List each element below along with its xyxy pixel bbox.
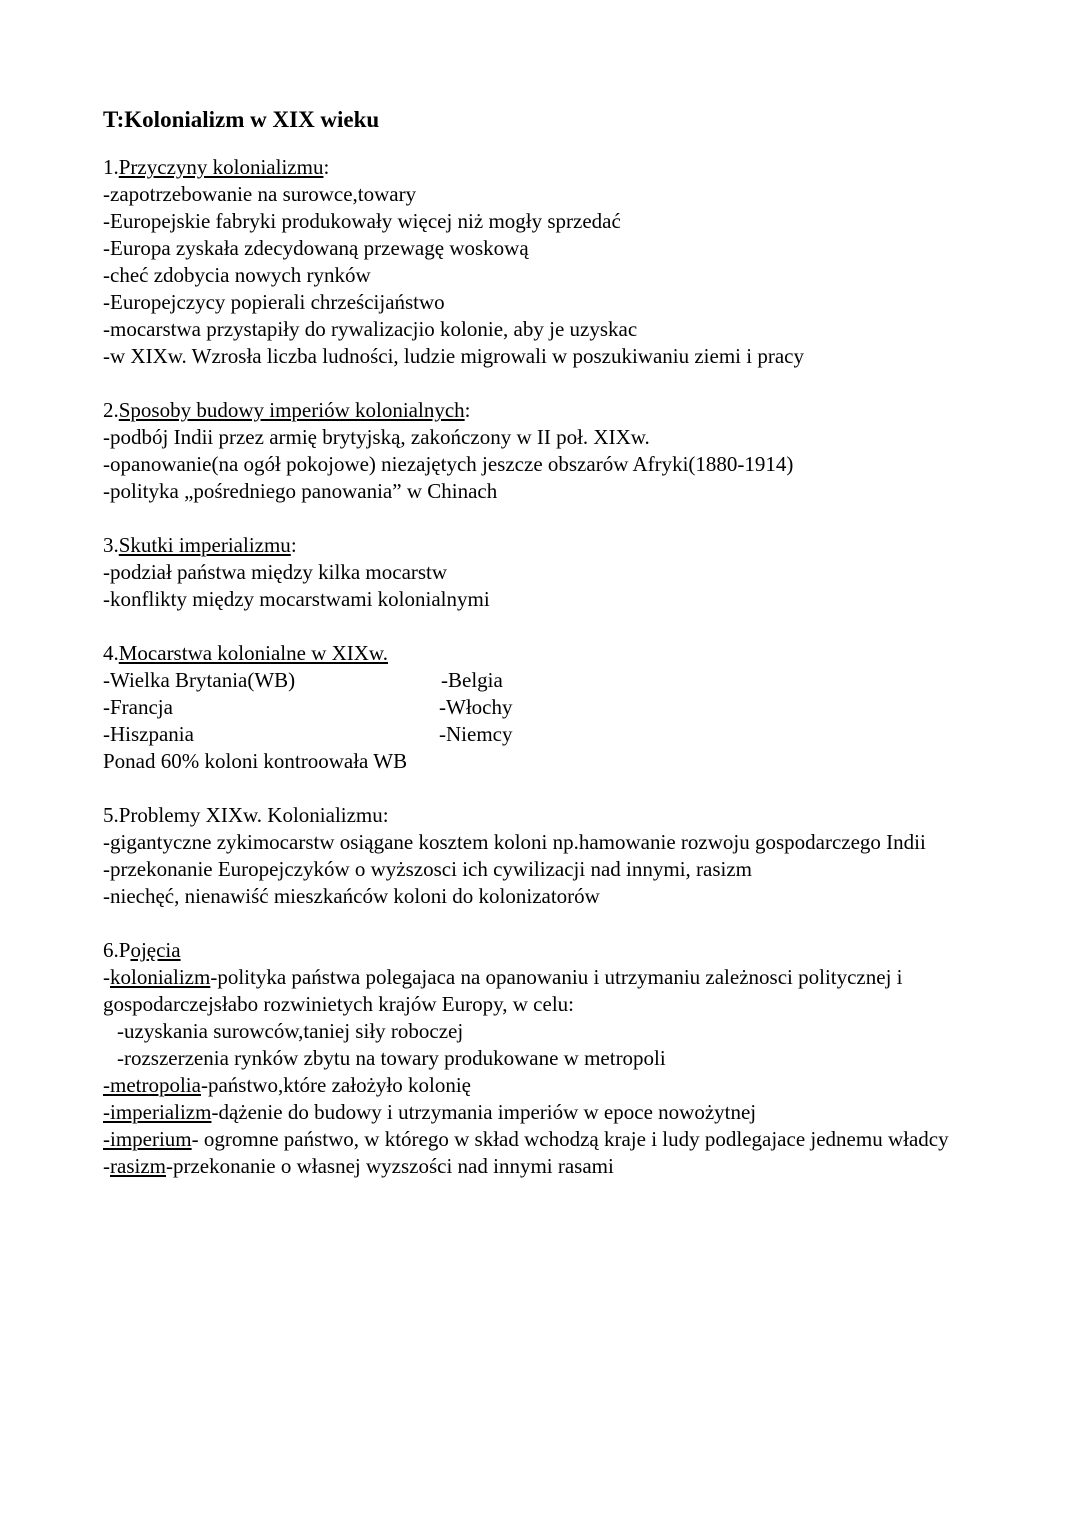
heading-colon: : — [464, 398, 471, 422]
term-definition: -polityka państwa polegajaca na opanowaniu i utrzymaniu zależnosci politycznej i gospodarczejsłabo rozwinietych krajów Europy, w celu: — [103, 965, 903, 1016]
term-imperializm — [103, 1099, 1003, 1126]
power-right: -Belgia — [441, 668, 503, 692]
section-number: 2. — [103, 398, 119, 422]
sub-item: -uzyskania surowców,taniej siły roboczej — [117, 1019, 464, 1043]
document-page — [103, 105, 1003, 1207]
list-item: -zapotrzebowanie na surowce,towary — [103, 182, 417, 206]
section-heading — [103, 397, 1003, 424]
section-heading — [103, 640, 1003, 667]
section-heading — [103, 532, 1003, 559]
section-number: 4. — [103, 641, 119, 665]
powers-row — [103, 721, 1003, 748]
section-heading-text: Przyczyny kolonializmu — [118, 155, 324, 179]
term-name: -imperium — [103, 1127, 192, 1151]
list-item: -cheć zdobycia nowych rynków — [103, 263, 371, 287]
list-item: -Europejczycy popierali chrześcijaństwo — [103, 290, 445, 314]
list-item: -mocarstwa przystapiły do rywalizacjio kolonie, aby je uzyskac — [103, 317, 638, 341]
term-definition: -państwo,które założyło kolonię — [200, 1073, 471, 1097]
document-title: T:Kolonializm w XIX wieku — [103, 107, 380, 132]
power-left: -Francja — [103, 695, 173, 719]
section-methods — [103, 397, 1003, 505]
section-heading — [103, 154, 1003, 181]
term-definition: - ogromne państwo, w którego w skład wchodzą kraje i ludy podlegajace jednemu władcy — [191, 1127, 949, 1151]
section-number: 3. — [103, 533, 119, 557]
term-definition: -dążenie do budowy i utrzymania imperiów w epoce nowożytnej — [211, 1100, 757, 1124]
section-number: 6.P — [103, 938, 131, 962]
section-terms — [103, 937, 1003, 1180]
term-prefix: - — [103, 965, 110, 989]
term-metropolia — [103, 1072, 1003, 1099]
list-item: -opanowanie(na ogół pokojowe) niezajętych jeszcze obszarów Afryki(1880-1914) — [103, 452, 794, 476]
section-problems — [103, 802, 1003, 910]
section-heading — [103, 937, 1003, 964]
section-heading-text: Sposoby budowy imperiów kolonialnych — [118, 398, 465, 422]
power-left: -Hiszpania — [103, 722, 194, 746]
section-heading: 5.Problemy XIXw. Kolonializmu: — [103, 803, 389, 827]
term-rasizm — [103, 1153, 1003, 1180]
sub-item: -rozszerzenia rynków zbytu na towary produkowane w metropoli — [117, 1046, 666, 1070]
list-item: -podział państwa między kilka mocarstw — [103, 560, 448, 584]
section-causes — [103, 154, 1003, 370]
section-heading-text: Mocarstwa kolonialne w XIXw. — [118, 641, 388, 665]
term-name: -imperializm — [103, 1100, 212, 1124]
term-name: kolonializm — [110, 965, 211, 989]
powers-row — [103, 694, 1003, 721]
list-item: -Europa zyskała zdecydowaną przewagę woskową — [103, 236, 529, 260]
list-item: -gigantyczne zykimocarstw osiągane kosztem koloni np.hamowanie rozwoju gospodarczego Indii — [103, 830, 926, 854]
power-left: -Wielka Brytania(WB) — [103, 668, 296, 692]
list-item: -polityka „pośredniego panowania” w Chinach — [103, 479, 498, 503]
power-right: -Niemcy — [439, 722, 513, 746]
powers-row — [103, 667, 1003, 694]
section-heading-text: ojęcia — [130, 938, 181, 962]
term-prefix: - — [103, 1154, 110, 1178]
list-item: -konflikty między mocarstwami kolonialnymi — [103, 587, 490, 611]
term-definition: -przekonanie o własnej wyzszości nad innymi rasami — [165, 1154, 614, 1178]
section-powers — [103, 640, 1003, 775]
term-name: -metropolia — [103, 1073, 201, 1097]
list-item: -w XIXw. Wzrosła liczba ludności, ludzie migrowali w poszukiwaniu ziemi i pracy — [103, 344, 804, 368]
section-heading-text: Skutki imperializmu — [118, 533, 291, 557]
list-item: -niechęć, nienawiść mieszkańców koloni do kolonizatorów — [103, 884, 600, 908]
section-number: 1. — [103, 155, 119, 179]
powers-note: Ponad 60% koloni kontroowała WB — [103, 749, 408, 773]
heading-colon: : — [290, 533, 297, 557]
list-item: -przekonanie Europejczyków o wyższosci ich cywilizacji nad innymi, rasizm — [103, 857, 753, 881]
heading-colon: : — [323, 155, 330, 179]
power-right: -Włochy — [439, 695, 513, 719]
list-item: -Europejskie fabryki produkowały więcej niż mogły sprzedać — [103, 209, 621, 233]
term-imperium — [103, 1126, 1003, 1153]
term-name: rasizm — [110, 1154, 166, 1178]
list-item: -podbój Indii przez armię brytyjską, zakończony w II poł. XIXw. — [103, 425, 650, 449]
section-effects — [103, 532, 1003, 613]
term-kolonializm — [103, 964, 1003, 1018]
